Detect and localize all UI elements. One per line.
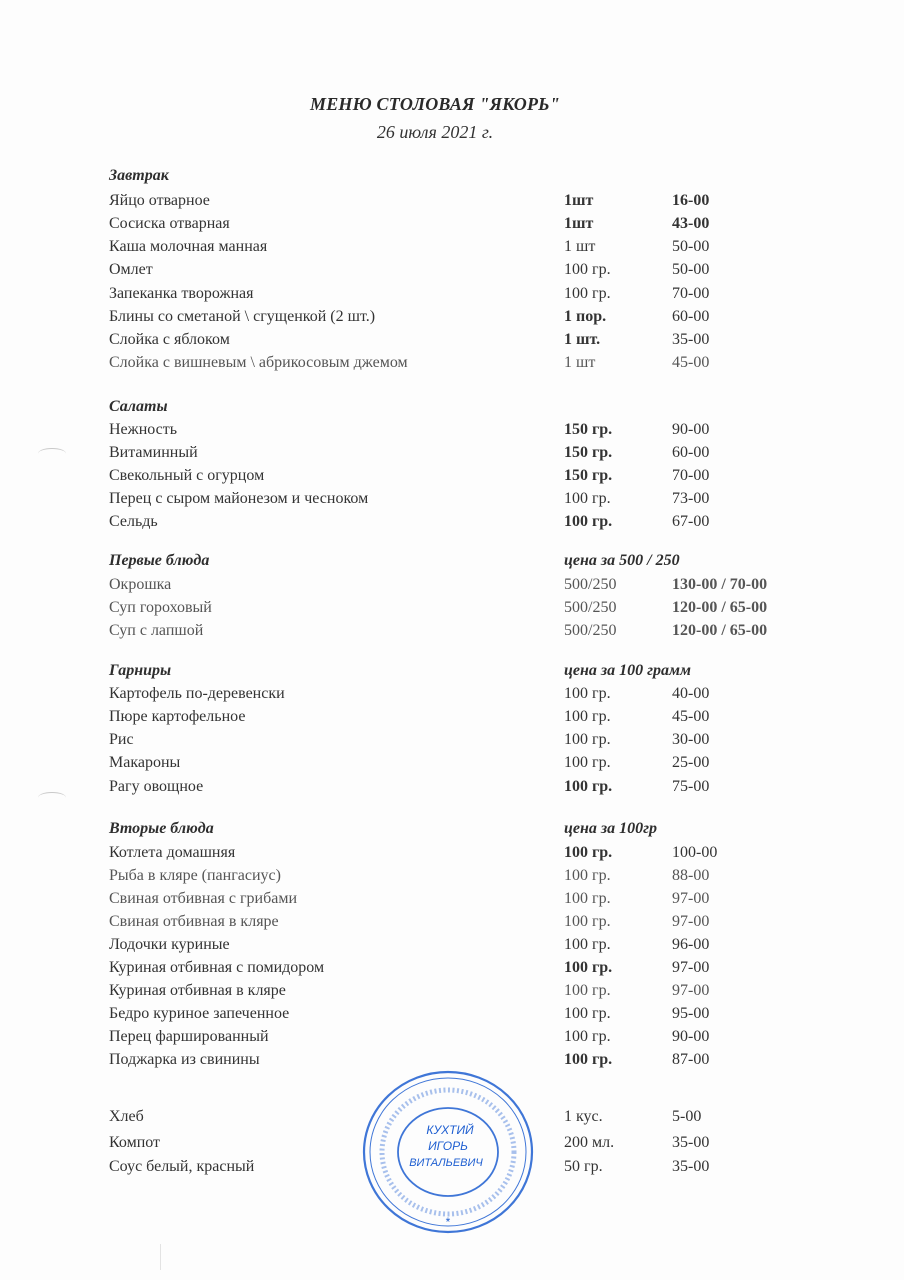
- menu-row: [109, 1026, 809, 1048]
- dish-qty: 100 гр.: [564, 867, 611, 884]
- menu-row: [109, 352, 809, 374]
- dish-price: 90-00: [672, 421, 710, 438]
- dish-qty: 500/250: [564, 576, 617, 593]
- dish-qty: 100 гр.: [564, 1005, 611, 1022]
- dish-price: 5-00: [672, 1108, 702, 1125]
- punch-hole-mark: [38, 448, 66, 459]
- section-title: Гарниры: [109, 662, 172, 679]
- dish-name: Рыба в кляре (пангасиус): [109, 867, 281, 884]
- menu-row: [109, 329, 809, 351]
- dish-name: Поджарка из свинины: [109, 1051, 260, 1068]
- stamp-owner-patronymic: ВИТАЛЬЕВИЧ: [409, 1157, 483, 1169]
- dish-price: 90-00: [672, 1028, 710, 1045]
- dish-name: Свиная отбивная в кляре: [109, 913, 279, 930]
- dish-name: Хлеб: [109, 1108, 144, 1125]
- menu-row: [109, 597, 809, 619]
- dish-qty: 100 гр.: [564, 708, 611, 725]
- menu-row: [109, 980, 809, 1002]
- dish-price: 70-00: [672, 467, 710, 484]
- dish-price: 35-00: [672, 1134, 710, 1151]
- dish-price: 60-00: [672, 444, 710, 461]
- dish-price: 97-00: [672, 913, 710, 930]
- dish-name: Бедро куриное запеченное: [109, 1005, 290, 1022]
- dish-price: 100-00: [672, 844, 718, 861]
- dish-qty: 100 гр.: [564, 913, 611, 930]
- dish-name: Суп гороховый: [109, 599, 212, 616]
- section-price-note: цена за 500 / 250: [564, 552, 680, 569]
- dish-price: 50-00: [672, 238, 710, 255]
- dish-name: Пюре картофельное: [109, 708, 246, 725]
- dish-qty: 100 гр.: [564, 285, 611, 302]
- dish-qty: 100 гр.: [564, 936, 611, 953]
- menu-row: [109, 957, 809, 979]
- dish-qty: 100 гр.: [564, 513, 613, 530]
- dish-qty: 100 гр.: [564, 261, 611, 278]
- section-heading-breakfast: [109, 165, 809, 187]
- menu-date: 26 июля 2021 г.: [376, 122, 494, 142]
- section-heading-first-courses: [109, 550, 809, 572]
- menu-row: [109, 190, 809, 212]
- menu-row: [109, 934, 809, 956]
- dish-price: 88-00: [672, 867, 710, 884]
- menu-row: [109, 865, 809, 887]
- section-price-note: цена за 100 грамм: [564, 662, 691, 679]
- section-heading-garnishes: [109, 660, 809, 682]
- dish-price: 35-00: [672, 1158, 710, 1175]
- dish-name: Омлет: [109, 261, 153, 278]
- dish-price: 60-00: [672, 308, 710, 325]
- dish-price: 35-00: [672, 331, 710, 348]
- dish-price: 50-00: [672, 261, 710, 278]
- dish-qty: 100 гр.: [564, 890, 611, 907]
- menu-row: [109, 776, 809, 798]
- dish-name: Нежность: [109, 421, 178, 438]
- dish-qty: 1 шт: [564, 354, 596, 371]
- dish-name: Витаминный: [109, 444, 198, 461]
- margin-rule: [160, 1244, 161, 1270]
- dish-qty: 1шт: [564, 192, 594, 209]
- dish-qty: 1 шт: [564, 238, 596, 255]
- menu-row: [109, 465, 809, 487]
- dish-name: Окрошка: [109, 576, 172, 593]
- dish-price: 96-00: [672, 936, 710, 953]
- dish-name: Перец фаршированный: [109, 1028, 269, 1045]
- dish-name: Свиная отбивная с грибами: [109, 890, 298, 907]
- dish-name: Блины со сметаной \ сгущенкой (2 шт.): [109, 308, 376, 325]
- dish-name: Сосиска отварная: [109, 215, 230, 232]
- dish-name: Слойка с вишневым \ абрикосовым джемом: [109, 354, 408, 371]
- punch-hole-mark: [38, 792, 66, 803]
- menu-row: [109, 620, 809, 642]
- dish-qty: 500/250: [564, 599, 617, 616]
- menu-row: [109, 419, 809, 441]
- dish-qty: 50 гр.: [564, 1158, 603, 1175]
- dish-price: 40-00: [672, 685, 710, 702]
- menu-row: [109, 888, 809, 910]
- dish-name: Свекольный с огурцом: [109, 467, 265, 484]
- dish-name: Каша молочная манная: [109, 238, 268, 255]
- menu-row: [109, 306, 809, 328]
- menu-row: [109, 283, 809, 305]
- dish-price: 30-00: [672, 731, 710, 748]
- dish-price: 73-00: [672, 490, 710, 507]
- section-heading-main-courses: [109, 818, 809, 840]
- dish-qty: 100 гр.: [564, 490, 611, 507]
- dish-qty: 100 гр.: [564, 1051, 613, 1068]
- stamp-owner-surname: КУХТИЙ: [426, 1123, 474, 1137]
- dish-name: Сельдь: [109, 513, 158, 530]
- dish-name: Куриная отбивная с помидором: [109, 959, 325, 976]
- menu-row: [109, 752, 809, 774]
- stamp-star-icon: *: [445, 1215, 451, 1229]
- dish-qty: 200 мл.: [564, 1134, 615, 1151]
- section-title: Вторые блюда: [109, 820, 214, 837]
- dish-name: Куриная отбивная в кляре: [109, 982, 286, 999]
- section-title: Завтрак: [109, 167, 169, 184]
- dish-price: 120-00 / 65-00: [672, 622, 768, 639]
- dish-qty: 150 гр.: [564, 467, 613, 484]
- dish-name: Рагу овощное: [109, 778, 204, 795]
- dish-qty: 1 пор.: [564, 308, 607, 325]
- menu-row: [109, 683, 809, 705]
- dish-qty: 100 гр.: [564, 959, 613, 976]
- dish-price: 75-00: [672, 778, 710, 795]
- dish-qty: 500/250: [564, 622, 617, 639]
- dish-name: Яйцо отварное: [109, 192, 210, 209]
- menu-row: [109, 488, 809, 510]
- section-price-note: цена за 100гр: [564, 820, 658, 837]
- dish-price: 95-00: [672, 1005, 710, 1022]
- dish-qty: 150 гр.: [564, 421, 613, 438]
- dish-price: 25-00: [672, 754, 710, 771]
- menu-row: [109, 1003, 809, 1025]
- dish-name: Картофель по-деревенски: [109, 685, 285, 702]
- dish-price: 130-00 / 70-00: [672, 576, 768, 593]
- menu-row: [109, 511, 809, 533]
- dish-name: Запеканка творожная: [109, 285, 254, 302]
- dish-qty: 1 шт.: [564, 331, 601, 348]
- dish-price: 120-00 / 65-00: [672, 599, 768, 616]
- dish-name: Перец с сыром майонезом и чесноком: [109, 490, 369, 507]
- menu-row: [109, 729, 809, 751]
- dish-price: 70-00: [672, 285, 710, 302]
- menu-row: [109, 706, 809, 728]
- dish-name: Макароны: [109, 754, 181, 771]
- dish-name: Компот: [109, 1134, 161, 1151]
- dish-qty: 100 гр.: [564, 778, 613, 795]
- menu-row: [109, 259, 809, 281]
- dish-price: 97-00: [672, 982, 710, 999]
- dish-name: Соус белый, красный: [109, 1158, 255, 1175]
- dish-price: 97-00: [672, 959, 710, 976]
- section-heading-salads: [109, 396, 809, 418]
- stamp-owner-name: ИГОРЬ: [428, 1139, 468, 1153]
- section-title: Первые блюда: [109, 552, 210, 569]
- dish-qty: 150 гр.: [564, 444, 613, 461]
- dish-price: 97-00: [672, 890, 710, 907]
- menu-row: [109, 574, 809, 596]
- dish-price: 87-00: [672, 1051, 710, 1068]
- section-title: Салаты: [109, 398, 168, 415]
- dish-qty: 100 гр.: [564, 982, 611, 999]
- dish-name: Рис: [109, 731, 134, 748]
- dish-price: 45-00: [672, 354, 710, 371]
- menu-row: [109, 442, 809, 464]
- entrepreneur-stamp: [360, 1068, 536, 1236]
- dish-name: Котлета домашняя: [109, 844, 236, 861]
- dish-price: 43-00: [672, 215, 710, 232]
- dish-qty: 1 кус.: [564, 1108, 603, 1125]
- dish-qty: 100 гр.: [564, 844, 613, 861]
- dish-name: Суп с лапшой: [109, 622, 204, 639]
- menu-row: [109, 236, 809, 258]
- dish-qty: 100 гр.: [564, 754, 611, 771]
- dish-price: 67-00: [672, 513, 710, 530]
- dish-name: Слойка с яблоком: [109, 331, 230, 348]
- dish-qty: 1шт: [564, 215, 594, 232]
- menu-title: МЕНЮ СТОЛОВАЯ "ЯКОРЬ": [309, 94, 560, 114]
- menu-row: [109, 213, 809, 235]
- menu-row: [109, 911, 809, 933]
- dish-qty: 100 гр.: [564, 1028, 611, 1045]
- menu-row: [109, 842, 809, 864]
- dish-qty: 100 гр.: [564, 731, 611, 748]
- dish-price: 16-00: [672, 192, 710, 209]
- dish-price: 45-00: [672, 708, 710, 725]
- dish-name: Лодочки куриные: [109, 936, 230, 953]
- dish-qty: 100 гр.: [564, 685, 611, 702]
